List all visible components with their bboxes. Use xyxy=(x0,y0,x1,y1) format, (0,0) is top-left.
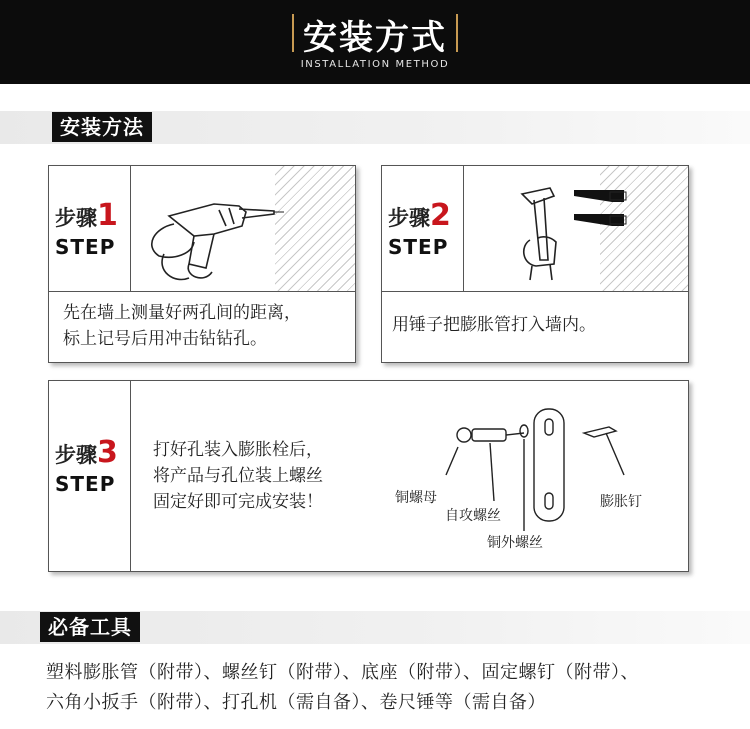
step-3-description xyxy=(153,437,323,515)
step-1-label xyxy=(55,198,118,259)
step-1-description xyxy=(63,300,301,352)
step-3-line-1: 打好孔装入膨胀栓后， xyxy=(153,440,323,460)
header-right-divider xyxy=(456,14,458,52)
tools-line-1: 塑料膨胀管（附带）、螺丝钉（附带）、底座（附带）、固定螺钉（附带）、 xyxy=(46,662,639,683)
step-1-card xyxy=(48,165,356,363)
step-3-en: STEP xyxy=(55,472,116,496)
tools-line-2: 六角小扳手（附带）、打孔机（需自备）、卷尺锤等（需自备） xyxy=(46,692,546,713)
step-1-line-1: 先在墙上测量好两孔间的距离， xyxy=(63,303,301,323)
step-2-line-1: 用锤子把膨胀管打入墙内。 xyxy=(392,315,596,335)
parts-diagram xyxy=(444,403,659,553)
step-2-number: 2 xyxy=(430,198,451,233)
step-1-en: STEP xyxy=(55,235,116,259)
step-3-line-2: 将产品与孔位装上螺丝 xyxy=(153,466,323,486)
label-copper-outer-screw: 铜外螺丝 xyxy=(487,535,543,551)
page-title: 安装方式 xyxy=(303,18,447,58)
step-2-label xyxy=(388,198,451,259)
step-3-card xyxy=(48,380,689,572)
step-2-description xyxy=(392,312,596,338)
step-3-number: 3 xyxy=(97,435,118,470)
step-2-en: STEP xyxy=(388,235,449,259)
step-3-cn: 步骤 xyxy=(55,443,97,467)
drill-illustration xyxy=(134,176,284,288)
step-1-line-2: 标上记号后用冲击钻钻孔。 xyxy=(63,329,267,349)
step-3-label xyxy=(55,435,118,496)
label-copper-nut: 铜螺母 xyxy=(395,490,437,506)
label-self-tapping-screw: 自攻螺丝 xyxy=(445,508,501,524)
wall-illustration xyxy=(275,166,355,291)
page-subtitle: INSTALLATION METHOD xyxy=(300,59,450,70)
tools-list xyxy=(46,658,639,718)
method-section-heading: 安装方法 xyxy=(52,112,152,142)
step-1-cn: 步骤 xyxy=(55,206,97,230)
step-2-cn: 步骤 xyxy=(388,206,430,230)
step-2-card xyxy=(381,165,689,363)
label-expansion-nail: 膨胀钉 xyxy=(600,494,642,510)
header-banner xyxy=(0,0,750,84)
tools-section-heading: 必备工具 xyxy=(40,612,140,642)
step-3-line-3: 固定好即可完成安装！ xyxy=(153,492,323,512)
step-1-number: 1 xyxy=(97,198,118,233)
hammer-illustration xyxy=(502,180,642,284)
